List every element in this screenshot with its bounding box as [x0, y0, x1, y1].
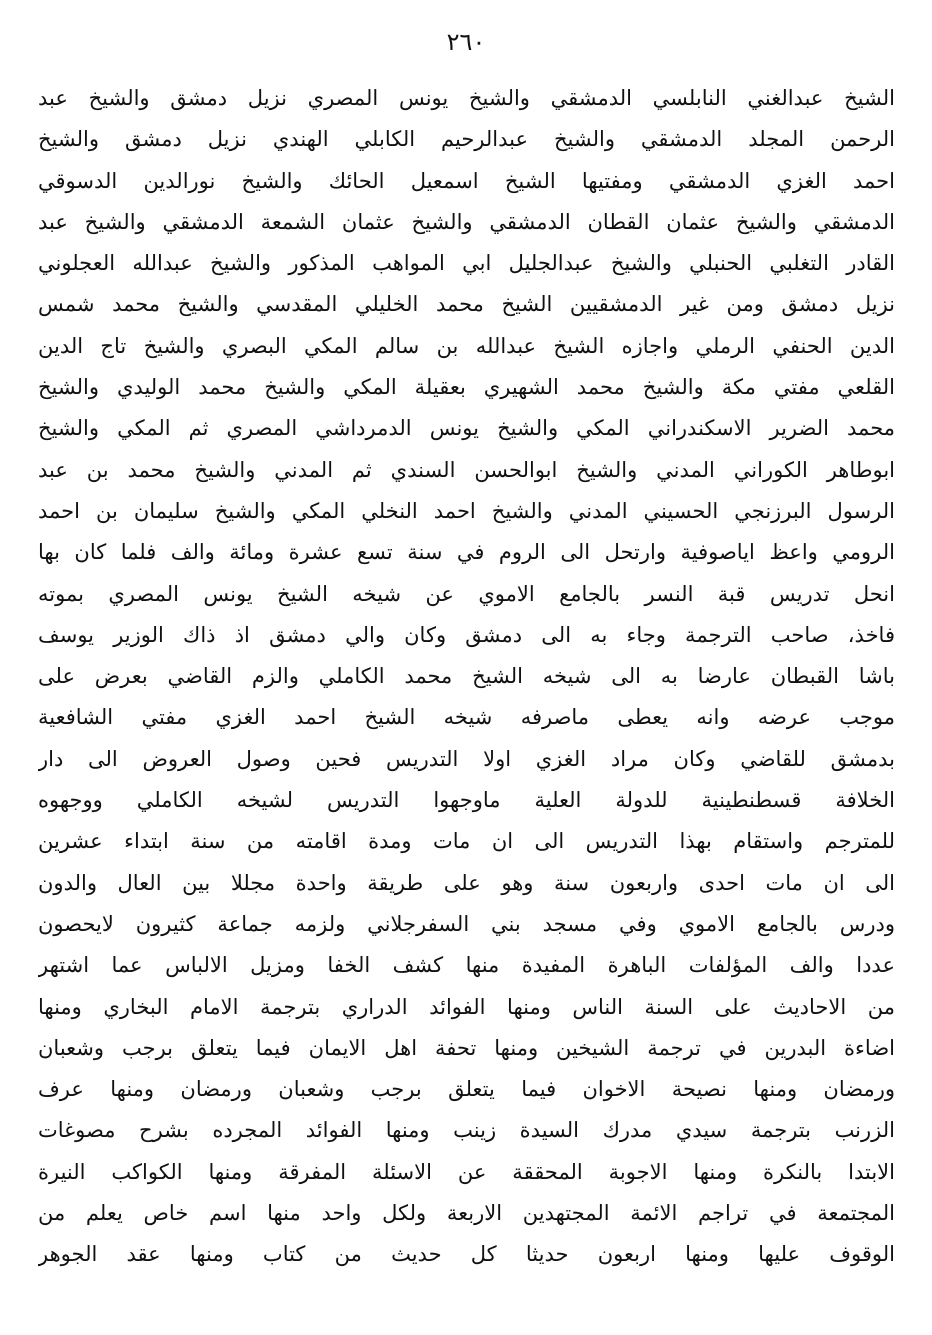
text-line: الدمشقي والشيخ عثمان القطان الدمشقي والشيخ عثمان الشمعة الدمشقي والشيخ عبد: [38, 209, 895, 234]
text-line: محمد الضرير الاسكندراني المكي والشيخ يونس الدمرداشي المصري ثم المكي والشيخ: [38, 416, 895, 441]
text-line: القادر التغلبي الحنبلي والشيخ عبدالجليل ابي المواهب المذكور والشيخ عبدالله العجلوني: [38, 251, 895, 276]
text-body: [38, 78, 895, 1276]
text-line: نزيل دمشق ومن غير الدمشقيين الشيخ محمد الخليلي المقدسي والشيخ محمد شمس: [38, 292, 895, 317]
text-line: ابوطاهر الكوراني المدني والشيخ ابوالحسن السندي ثم المدني والشيخ محمد بن عبد: [38, 457, 895, 482]
text-line: احمد الغزي الدمشقي ومفتيها الشيخ اسمعيل الحائك والشيخ نورالدين الدسوقي: [38, 168, 895, 193]
text-line: الابتدا بالنكرة ومنها الاجوبة المحققة عن الاسئلة المفرقة ومنها الكواكب النيرة: [38, 1159, 895, 1184]
text-line: ودرس بالجامع الاموي وفي مسجد بني السفرجلاني ولزمه جماعة كثيرون لايحصون: [38, 911, 895, 936]
text-line: انحل تدريس قبة النسر بالجامع الاموي عن شيخه الشيخ يونس المصري بموته: [38, 581, 895, 606]
text-line: الرحمن المجلد الدمشقي والشيخ عبدالرحيم الكابلي الهندي نزيل دمشق والشيخ: [38, 127, 895, 152]
text-line: للمترجم واستقام بهذا التدريس الى ان مات ومدة اقامته من سنة ابتداء عشرين: [38, 829, 895, 854]
text-line: الشيخ عبدالغني النابلسي الدمشقي والشيخ يونس المصري نزيل دمشق والشيخ عبد: [38, 86, 895, 110]
text-line: بدمشق للقاضي وكان مراد الغزي اولا التدريس فحين وصول العروض الى دار: [38, 746, 895, 771]
text-line: الوقوف عليها ومنها اربعون حديثا كل حديث من كتاب ومنها عقد الجوهر: [38, 1242, 895, 1267]
text-line: عددا والف المؤلفات الباهرة المفيدة منها كشف الخفا ومزيل الالباس عما اشتهر: [38, 953, 895, 978]
text-line: الرسول البرزنجي الحسيني المدني والشيخ احمد النخلي المكي والشيخ سليمان بن احمد: [38, 498, 895, 523]
text-line: الزرنب بترجمة سيدي مدرك السيدة زينب ومنها الفوائد المجرده بشرح مصوغات: [38, 1118, 895, 1143]
text-line: اضاءة البدرين في ترجمة الشيخين ومنها تحفة اهل الايمان فيما يتعلق برجب وشعبان: [38, 1035, 895, 1060]
text-line: الدين الحنفي الرملي واجازه الشيخ عبدالله بن سالم المكي البصري والشيخ تاج الدين: [38, 333, 895, 358]
text-line: المجتمعة في تراجم الائمة المجتهدين الاربعة ولكل واحد منها اسم خاص يعلم من: [38, 1201, 895, 1226]
text-line: موجب عرضه وانه يعطى ماصرفه شيخه الشيخ احمد الغزي مفتي الشافعية: [38, 705, 895, 730]
text-line: الرومي واعظ اياصوفية وارتحل الى الروم في سنة تسع عشرة ومائة والف فلما كان بها: [38, 540, 895, 565]
text-line: فاخذ، صاحب الترجمة وجاء به الى دمشق وكان والي دمشق اذ ذاك الوزير يوسف: [38, 622, 895, 647]
page-number: ٢٦٠: [446, 28, 486, 56]
text-line: القلعي مفتي مكة والشيخ محمد الشهيري بعقيلة المكي والشيخ محمد الوليدي والشيخ: [38, 375, 895, 400]
text-line: الخلافة قسطنطينية للدولة العلية ماوجهوا التدريس لشيخه الكاملي ووجهوه: [38, 788, 895, 813]
text-line: ورمضان ومنها نصيحة الاخوان فيما يتعلق برجب وشعبان ورمضان ومنها عرف: [38, 1077, 895, 1102]
text-line: الى ان مات احدى واربعون سنة وهو على طريقة واحدة مجللا بين العال والدون: [38, 870, 895, 895]
text-line: من الاحاديث على السنة الناس ومنها الفوائد الدراري بترجمة الامام البخاري ومنها: [38, 994, 895, 1019]
text-line: باشا القبطان عارضا به الى شيخه الشيخ محمد الكاملي والزم القاضي بعرض على: [38, 664, 895, 689]
